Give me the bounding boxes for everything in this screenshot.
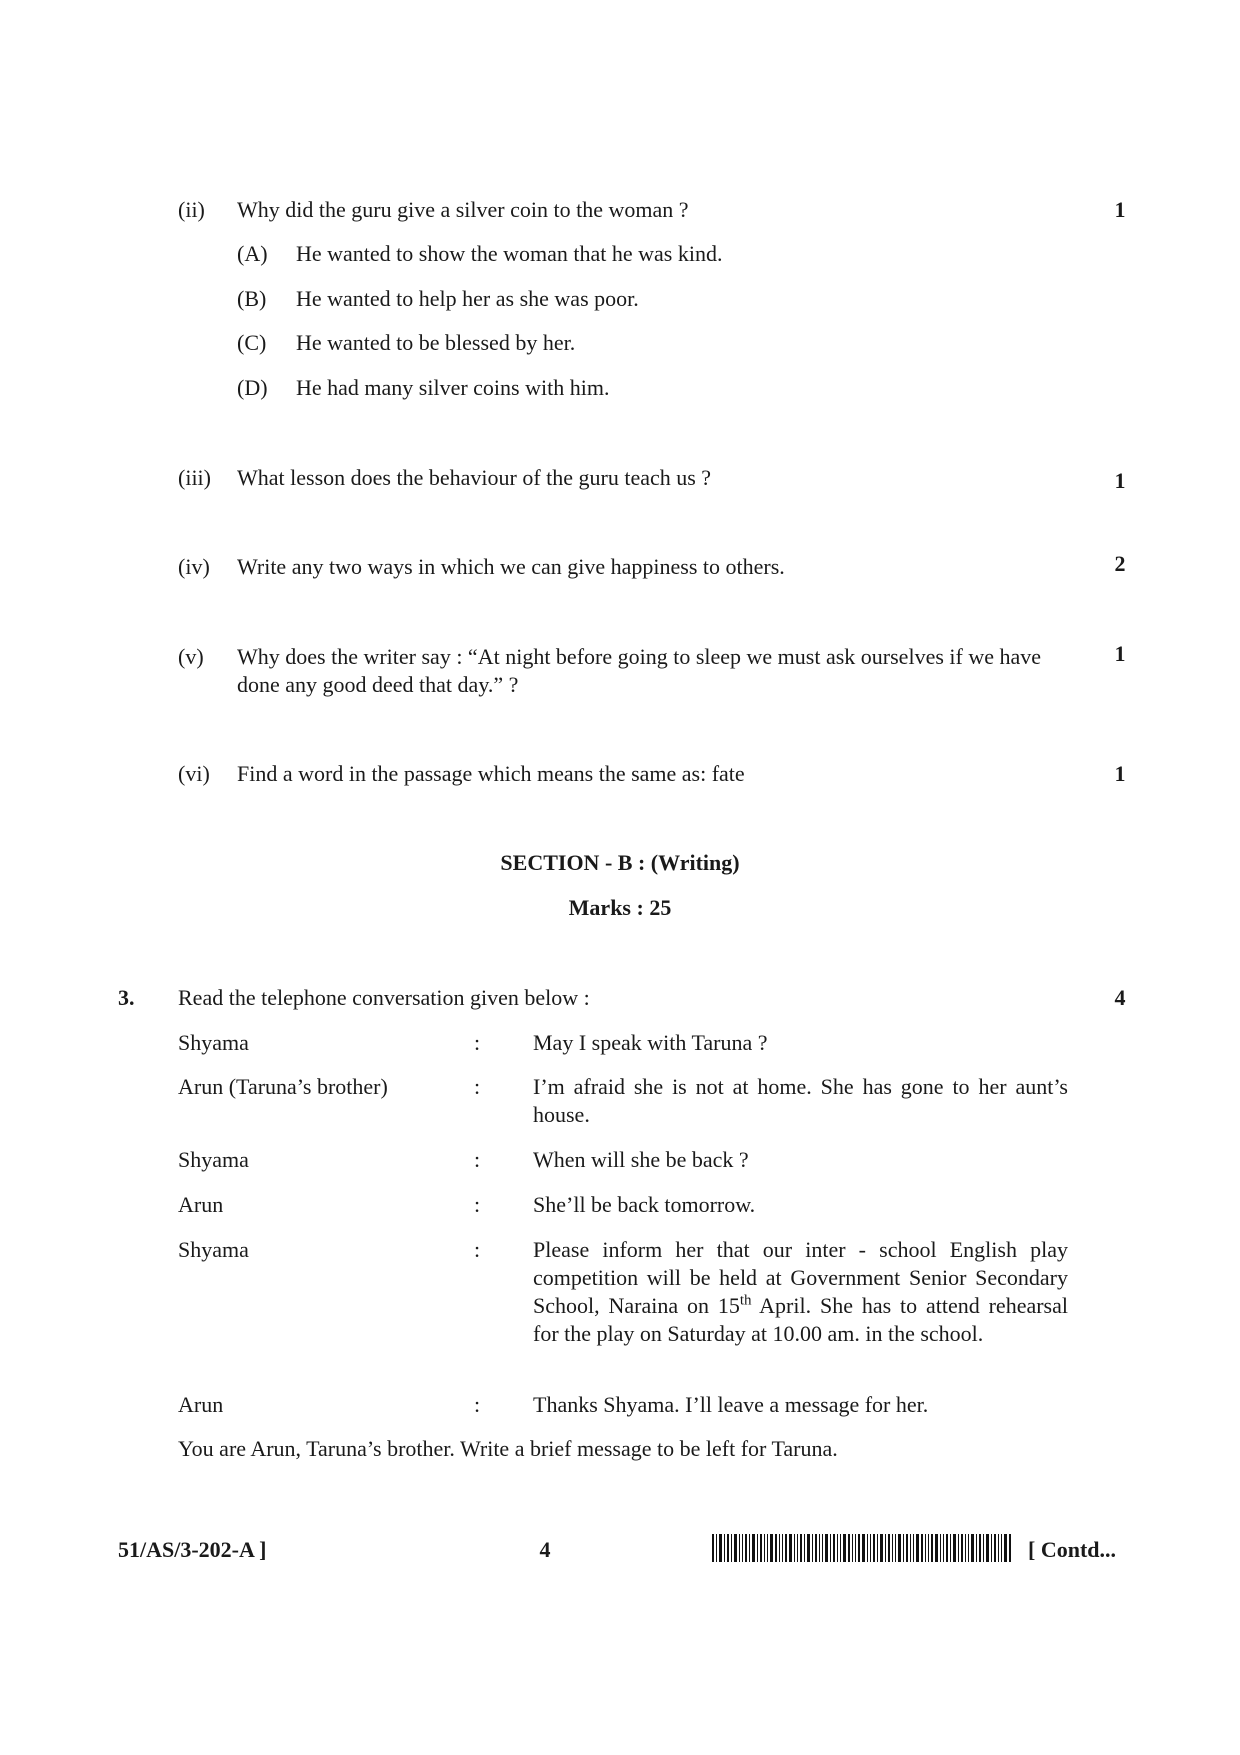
dialogue-speaker: Shyama [178, 1237, 249, 1262]
dialogue-line: I’m afraid she is not at home. She has gone to her aunt’s house. [533, 1074, 1068, 1127]
barcode-image [712, 1534, 1012, 1562]
dialogue-speaker: Arun [178, 1192, 224, 1217]
dialogue-text: Please inform her that our inter - school English play competition will be held at Government Senior Secondary School, Naraina on 15 [533, 1237, 1068, 1318]
page-number: 4 [539, 1537, 551, 1562]
question-text: Why did the guru give a silver coin to the woman ? [237, 197, 689, 222]
dialogue-line: May I speak with Taruna ? [533, 1030, 768, 1055]
dialogue-line: When will she be back ? [533, 1147, 749, 1172]
question-text: What lesson does the behaviour of the guru teach us ? [237, 465, 712, 490]
dialogue-line: Thanks Shyama. I’ll leave a message for her. [533, 1392, 929, 1417]
question-number: (v) [178, 644, 204, 669]
question-marks: 4 [1114, 985, 1126, 1010]
question-intro: Read the telephone conversation given below : [178, 985, 590, 1010]
question-number: (iii) [178, 465, 211, 490]
option-letter: (C) [237, 330, 267, 355]
option-text: He wanted to be blessed by her. [296, 330, 576, 355]
contd-label: [ Contd... [1028, 1537, 1117, 1562]
option-text: He had many silver coins with him. [296, 375, 610, 400]
paper-code: 51/AS/3-202-A ] [118, 1537, 267, 1562]
dialogue-colon: : [474, 1237, 481, 1262]
option-letter: (A) [237, 241, 268, 266]
question-number: 3. [118, 985, 135, 1010]
question-text: Find a word in the passage which means the same as: fate [237, 761, 745, 786]
question-number: (ii) [178, 197, 205, 222]
dialogue-speaker: Arun (Taruna’s brother) [178, 1074, 388, 1099]
section-marks: Marks : 25 [568, 895, 672, 920]
dialogue-colon: : [474, 1030, 481, 1055]
question-text: Write any two ways in which we can give happiness to others. [237, 554, 785, 579]
question-number: (vi) [178, 761, 210, 786]
dialogue-line: She’ll be back tomorrow. [533, 1192, 756, 1217]
question-marks: 1 [1114, 197, 1126, 222]
question-marks: 1 [1114, 761, 1126, 786]
dialogue-colon: : [474, 1147, 481, 1172]
superscript: th [739, 1292, 752, 1309]
question-marks: 1 [1114, 468, 1126, 493]
dialogue-colon: : [474, 1074, 481, 1099]
dialogue-speaker: Arun [178, 1392, 224, 1417]
dialogue-speaker: Shyama [178, 1030, 249, 1055]
question-text: Why does the writer say : “At night before going to sleep we must ask ourselves if we have done any good deed that day.” ? [237, 644, 1042, 697]
question-marks: 1 [1114, 641, 1126, 666]
option-letter: (B) [237, 286, 267, 311]
option-text: He wanted to show the woman that he was kind. [296, 241, 723, 266]
dialogue-speaker: Shyama [178, 1147, 249, 1172]
dialogue-line [533, 1236, 1068, 1348]
question-marks: 2 [1114, 551, 1126, 576]
dialogue-colon: : [474, 1192, 481, 1217]
dialogue-colon: : [474, 1392, 481, 1417]
option-text: He wanted to help her as she was poor. [296, 286, 639, 311]
section-title: SECTION - B : (Writing) [500, 850, 740, 875]
question-number: (iv) [178, 554, 210, 579]
question-instruction: You are Arun, Taruna’s brother. Write a brief message to be left for Taruna. [178, 1436, 838, 1461]
dialogue-text: April. She has to attend rehearsal for the play on Saturday at 10.00 am. in the school. [533, 1293, 1068, 1346]
option-letter: (D) [237, 375, 268, 400]
